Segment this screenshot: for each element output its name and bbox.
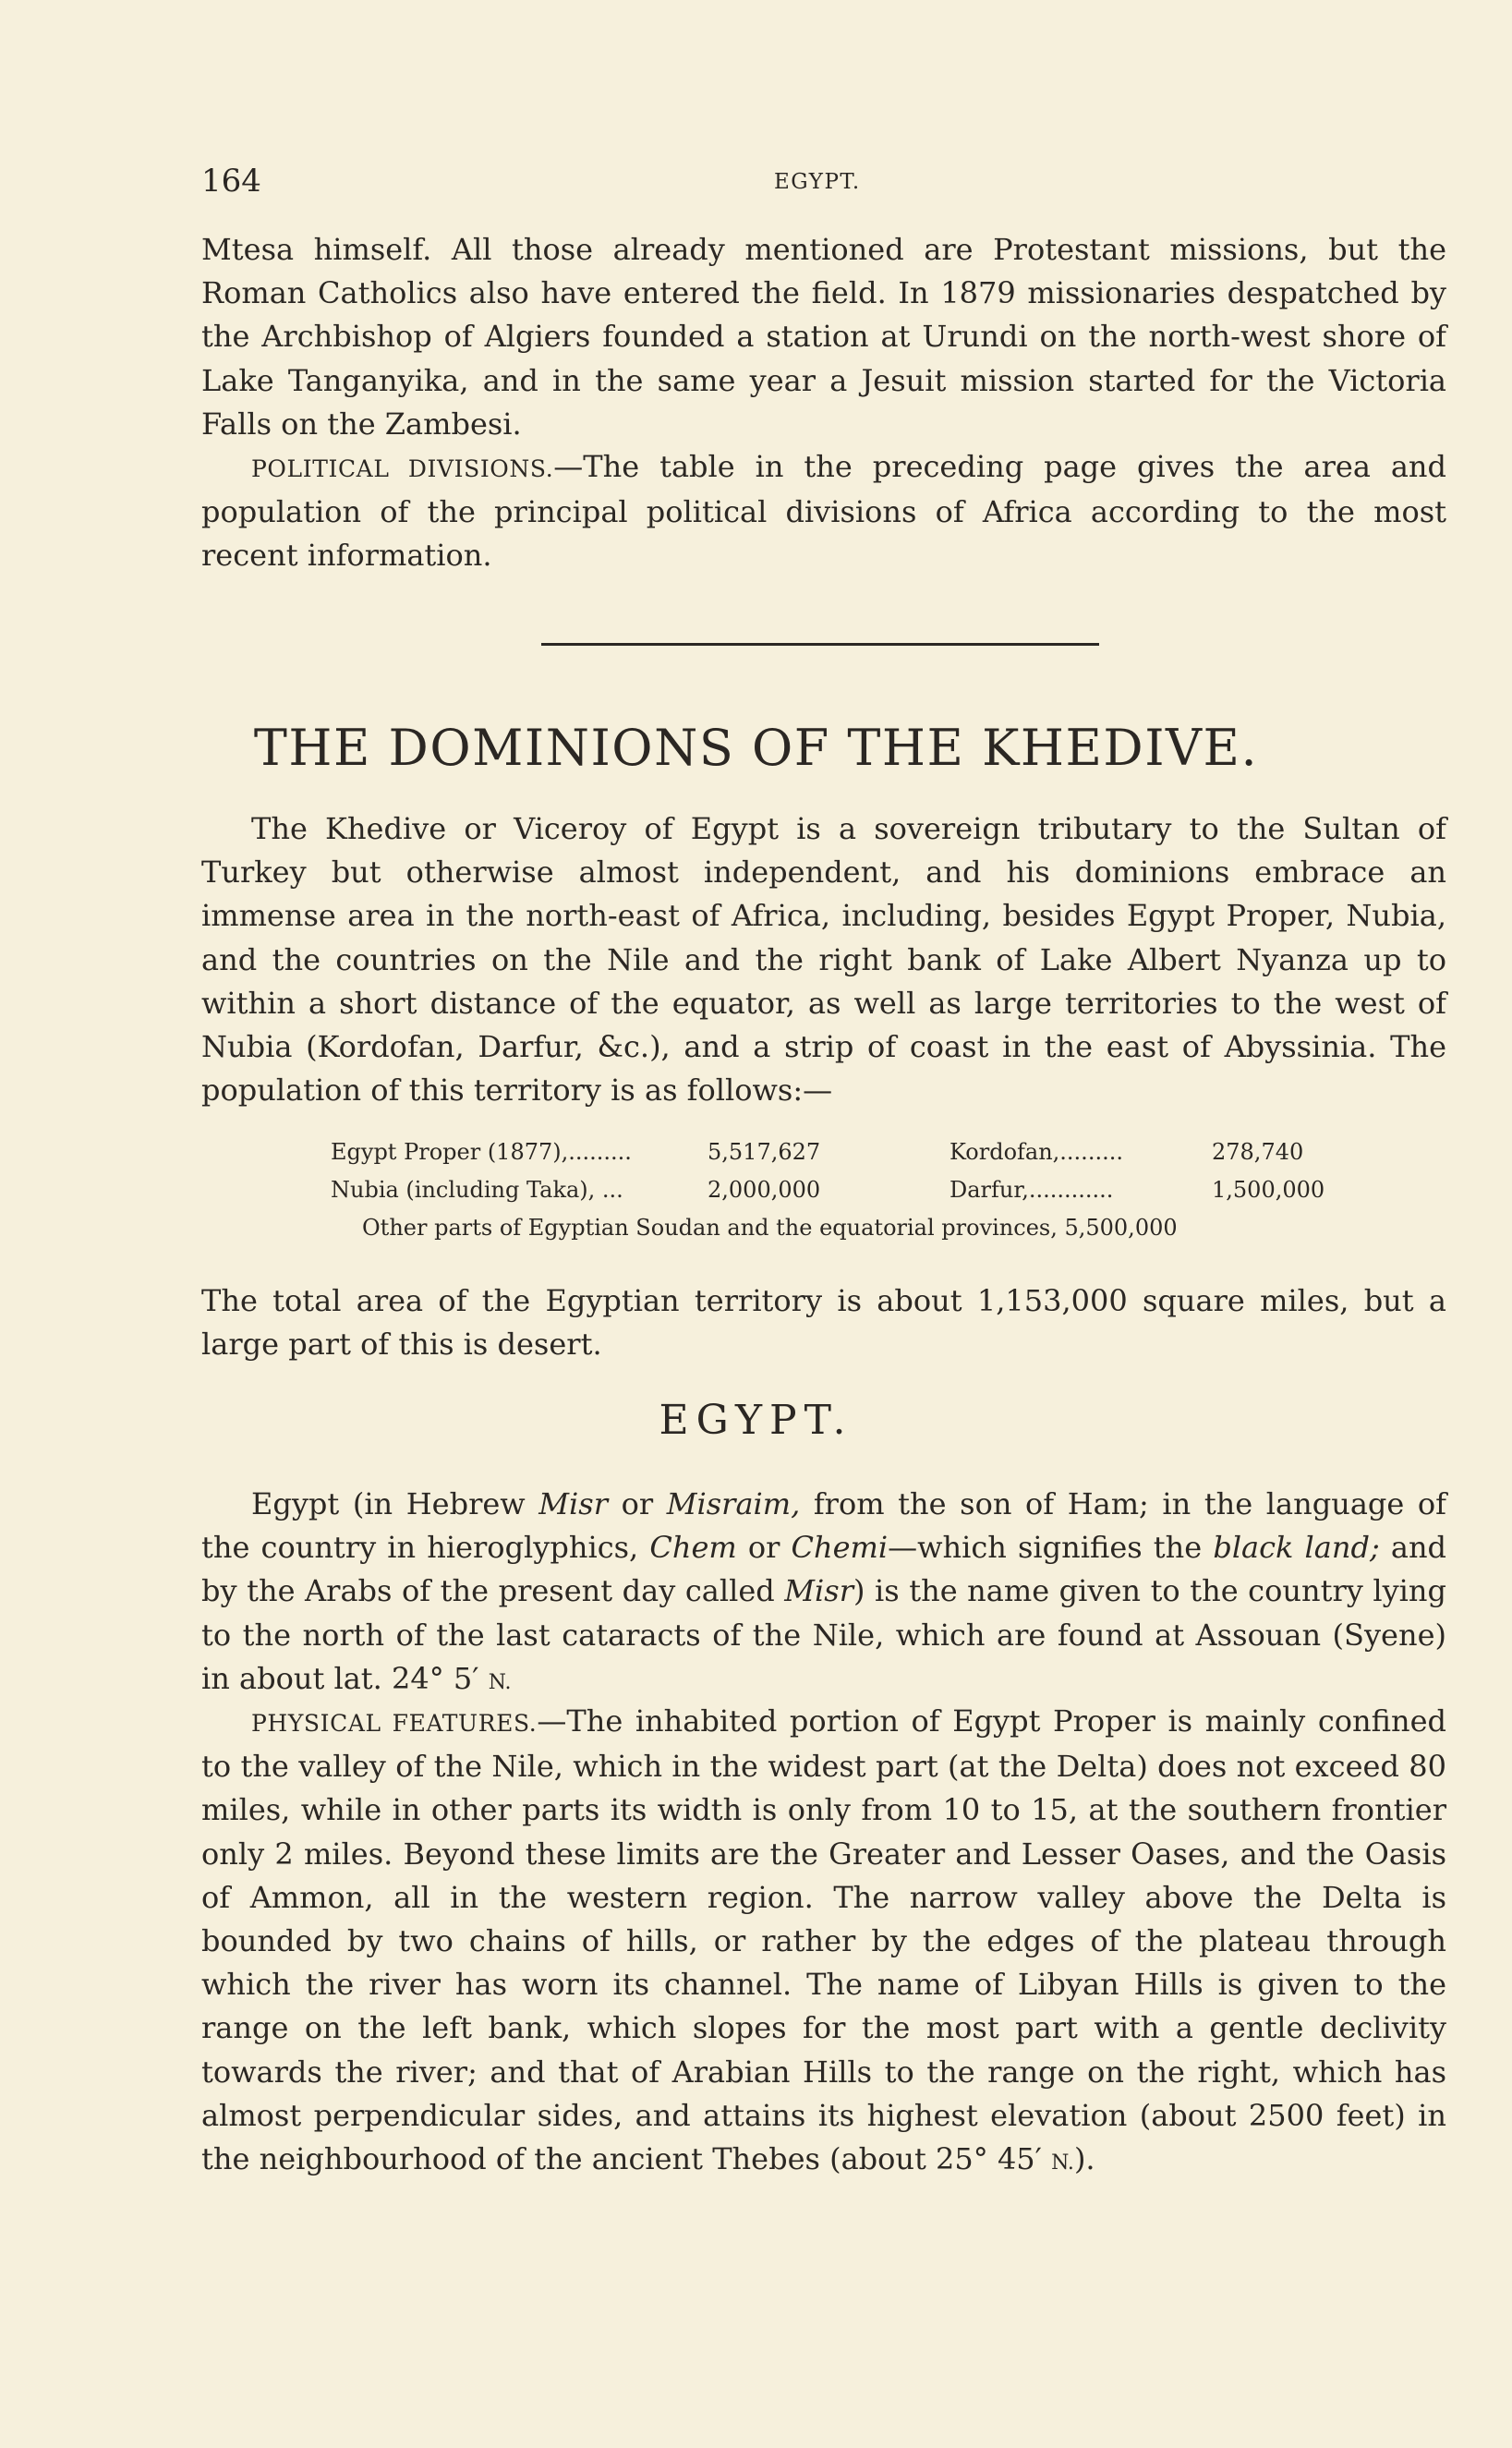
political-divisions-paragraph [201,445,1446,578]
text-run: Egypt (in Hebrew [251,1486,539,1521]
population-row-other [0,1215,1512,1248]
political-divisions-lead: POLITICAL DIVISIONS. [251,455,554,482]
physical-features-text: —The inhabited portion of Egypt Proper is mainly confined to the valley of the Nile, which in the widest part (at the Delta) does not exceed 80 miles, while in other parts its width is only from 10 to 15, at the southern frontier only 2 miles. Beyond these limits are the Greater and Lesser Oases, and the Oasis of Ammon, all in the western region. The narrow valley above the Delta is bounded by two chains of hills, or rather by the edges of the plateau through which the river has worn its channel. The name of Libyan Hills is given to the range on the left bank, which slopes for the most part with a gentle declivity towards the river; and that of Arabian Hills to the range on the right, which has almost perpendicular sides, and attains its highest elevation (about 2500 feet) in the neighbourhood of the ancient Thebes (about 25° 45′ [201,1703,1447,2177]
section-heading-dominions: THE DOMINIONS OF THE KHEDIVE. [253,719,1259,777]
text-run: and by the Arabs of the present day called [201,1530,1447,1609]
italic-term: Chemi [791,1530,889,1566]
khedive-paragraph-text: The Khedive or Viceroy of Egypt is a sovereign tributary to the Sultan of Turkey but otherwise almost independent, and his dominions embrace an immense area in the north-east of Africa, including, besides Egypt Proper, Nubia, and the countries on the Nile and the right bank of Lake Albert Nyanza up to within a short distance of the equator, as well as large territories to the west of Nubia (Kordofan, Darfur, &c.), and a strip of coast in the east of Abyssinia. The population of this territory is as follows:— [201,811,1446,1109]
text-run: or [736,1530,792,1566]
page-number: 164 [201,163,261,200]
total-area-text: The total area of the Egyptian territory is about 1,153,000 square miles, but a large part of this is desert. [201,1283,1446,1363]
total-area-paragraph [201,1279,1446,1366]
small-caps-text: N. [488,1670,512,1694]
political-divisions-text: —The table in the preceding page gives the area and population of the principal political divisions of Africa according to the most recent information. [201,449,1447,574]
population-value: 278,740 [1212,1139,1304,1165]
population-other-line: Other parts of Egyptian Soudan and the equatorial provinces, 5,500,000 [362,1215,1178,1241]
italic-term: black land; [1213,1530,1380,1566]
italic-term: Misr [538,1486,608,1521]
population-value: 1,500,000 [1212,1177,1325,1203]
intro-paragraph-missions [201,228,1446,446]
section-heading-egypt: EGYPT. [659,1397,853,1444]
section-divider-rule [541,643,1099,646]
running-title: EGYPT. [774,170,861,194]
running-head [0,163,1512,209]
population-row [0,1139,1512,1172]
text-run: ). [1073,2141,1095,2177]
text-run: or [608,1486,667,1521]
physical-features-lead: PHYSICAL FEATURES. [251,1710,538,1737]
population-label: Egypt Proper (1877),......... [331,1139,632,1165]
population-row [0,1177,1512,1210]
physical-features-paragraph [201,1700,1446,2185]
text-run: from the son of Ham; in the language of the country in hieroglyphics, [201,1486,1447,1566]
italic-term: Misr [784,1573,853,1609]
italic-term: Chem [649,1530,737,1566]
population-label: Kordofan,......... [950,1139,1123,1165]
population-label: Darfur,............ [950,1177,1114,1203]
intro-paragraph-text: Mtesa himself. All those already mentioned are Protestant missions, but the Roman Catholics also have entered the field. In 1879 missionaries despatched by the Archbishop of Algiers founded a station at Urundi on the north-west shore of Lake Tanganyika, and in the same year a Jesuit mission started for the Victoria Falls on the Zambesi. [201,232,1446,442]
text-run: —which signifies the [888,1530,1214,1566]
small-caps-text: N. [1051,2151,1074,2175]
egypt-name-paragraph [201,1483,1446,1704]
italic-term: Misraim, [666,1486,801,1521]
population-value: 2,000,000 [708,1177,821,1203]
population-label: Nubia (including Taka), ... [331,1177,623,1203]
population-value: 5,517,627 [708,1139,821,1165]
khedive-paragraph [201,807,1446,1112]
text-run: ) is the name given to the country lying to the north of the last cataracts of the Nile, which are found at Assouan (Syene) in about lat. 24° 5′ [201,1573,1446,1696]
